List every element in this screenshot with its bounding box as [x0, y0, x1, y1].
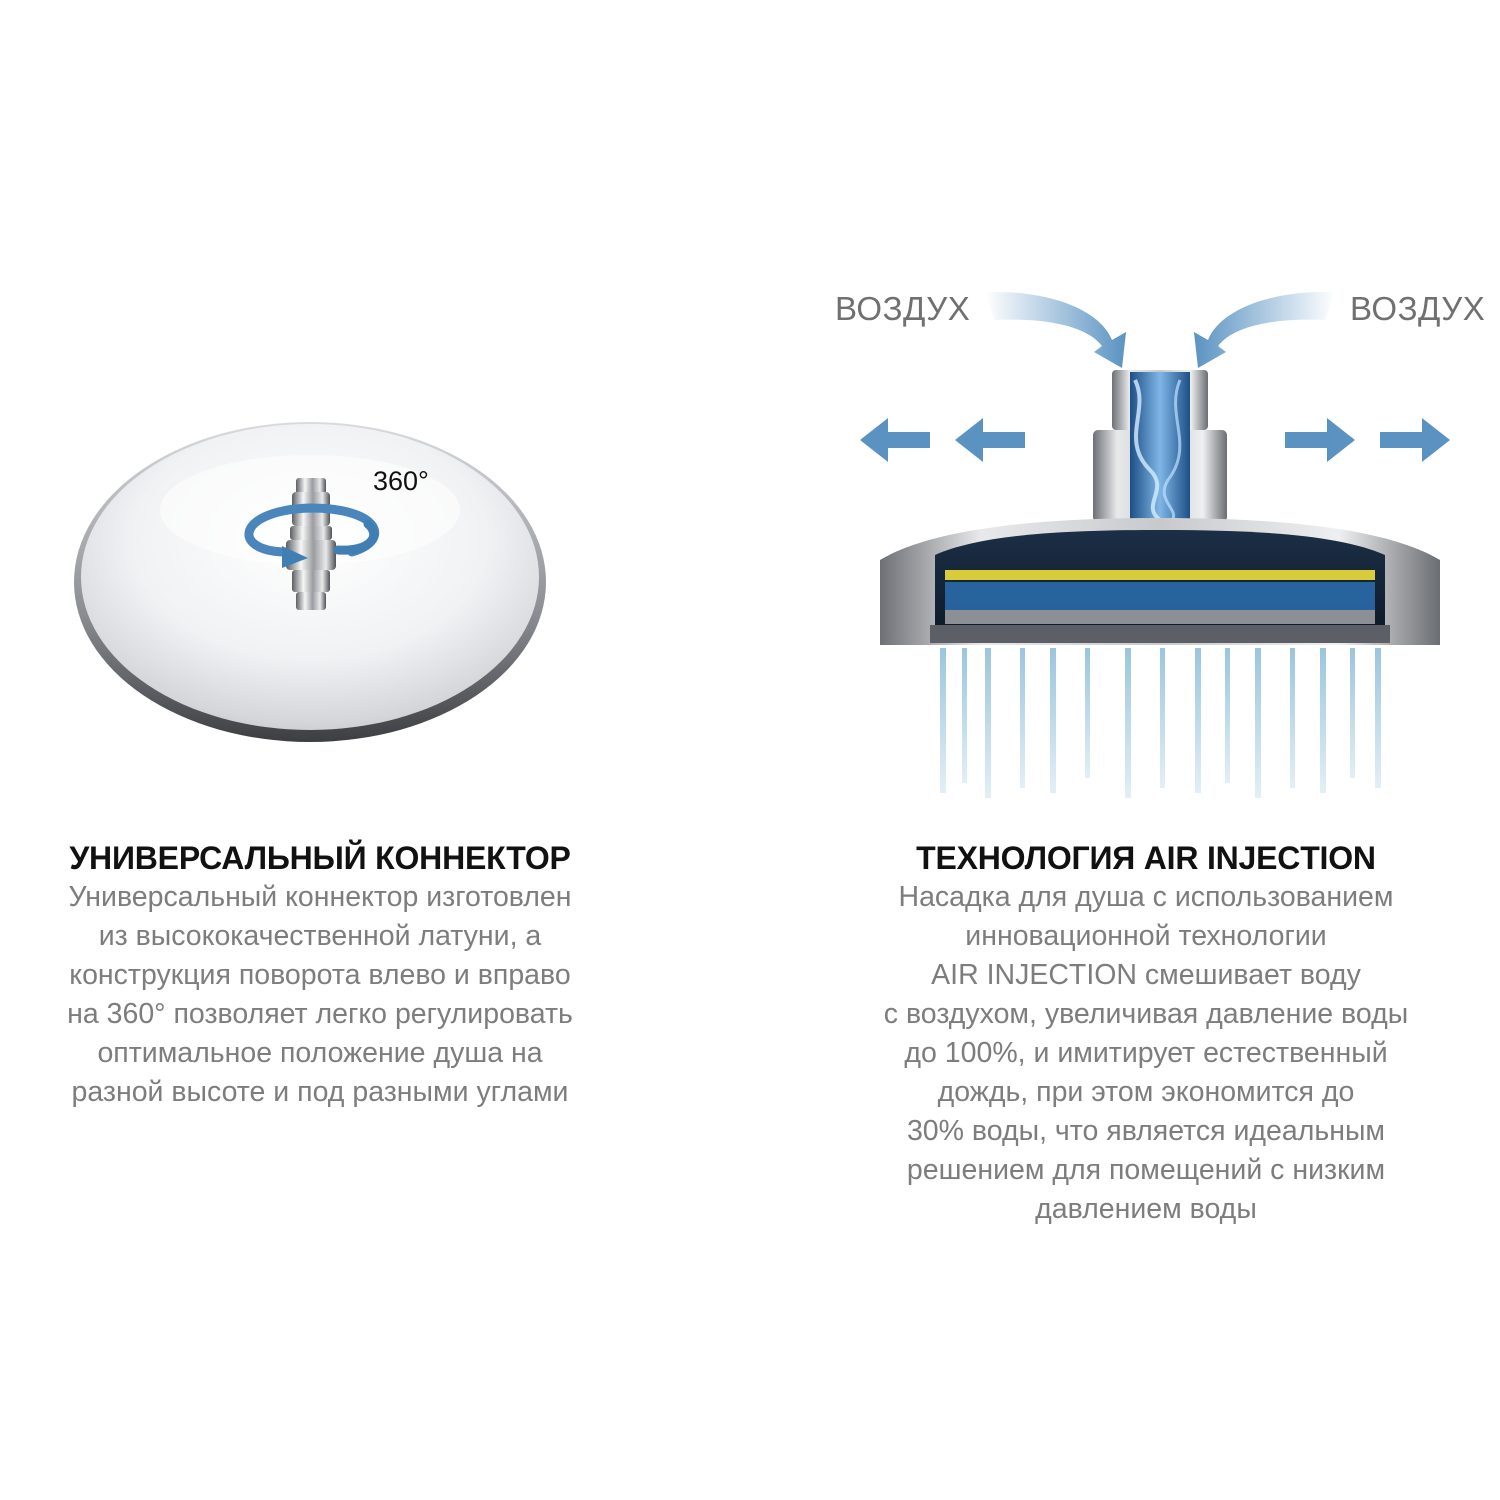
description-line: инновационной технологии [965, 920, 1327, 952]
shower-head-disc-illustration [70, 400, 570, 760]
water-spray [940, 648, 1381, 798]
description-line: конструкция поворота влево и вправо [69, 959, 571, 991]
description-line: оптимальное положение душа на [97, 1037, 543, 1069]
feature-description [790, 878, 1500, 1229]
feature-description [0, 878, 640, 1112]
shower-head-body [880, 518, 1440, 645]
air-outflow-arrow-icon [860, 418, 1025, 462]
description-line: 30% воды, что является идеальным [906, 1115, 1386, 1147]
air-inflow-arrow-icon [985, 292, 1126, 368]
air-injection-cutaway-illustration [850, 280, 1470, 800]
rotation-degree-label: 360° [373, 466, 429, 496]
description-line: разной высоте и под разными углами [71, 1076, 569, 1108]
description-line: из высококачественной латуни, а [98, 920, 542, 952]
feature-title: УНИВЕРСАЛЬНЫЙ КОННЕКТОР [69, 840, 571, 876]
description-line: решением для помещений с низким [906, 1154, 1386, 1186]
description-line: дождь, при этом экономится до [937, 1076, 1355, 1108]
description-line: до 100%, и имитирует естественный [904, 1037, 1388, 1069]
feature-title: ТЕХНОЛОГИЯ AIR INJECTION [916, 840, 1376, 876]
description-line: с воздухом, увеличивая давление воды [883, 998, 1409, 1030]
description-line: AIR INJECTION смешивает воду [931, 959, 1361, 991]
description-line: на 360° позволяет легко регулировать [67, 998, 573, 1030]
description-line: Насадка для душа с использованием [898, 881, 1394, 913]
description-line: давлением воды [1035, 1193, 1257, 1225]
swivel-connector [286, 478, 336, 610]
air-label-right: ВОЗДУХ [1350, 290, 1486, 327]
inlet-neck [1093, 370, 1227, 522]
air-outflow-arrow-icon [1285, 418, 1450, 462]
air-inflow-arrow-icon [1194, 292, 1335, 368]
air-label-left: ВОЗДУХ [835, 290, 971, 327]
feature-air-injection [750, 0, 1500, 1500]
description-line: Универсальный коннектор изготовлен [68, 881, 572, 913]
